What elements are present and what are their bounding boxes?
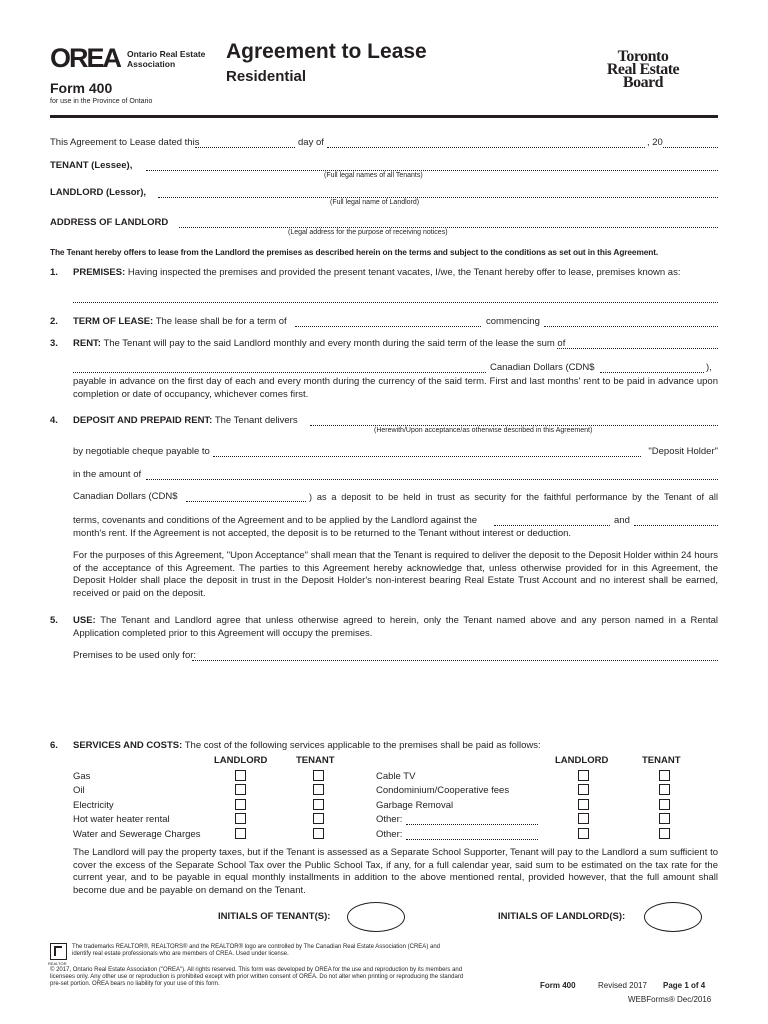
section-5-number: 5. xyxy=(50,615,58,626)
service-other-1: Other: xyxy=(376,814,403,825)
service-garbage: Garbage Removal xyxy=(376,800,454,811)
header-rule xyxy=(50,115,718,118)
section-3-heading: RENT: xyxy=(73,338,101,349)
form-use-caption: for use in the Province of Ontario xyxy=(50,98,153,105)
orea-logo-text: OREA xyxy=(50,43,121,73)
section-5-heading: USE: xyxy=(73,615,96,626)
section-1-number: 1. xyxy=(50,267,58,278)
rent-words-field-2[interactable] xyxy=(73,362,486,373)
section-3-paragraph: payable in advance on the first day of each and every month during the currency of the said term. First and last months' rent to be paid in advance upon completion or date of occupancy, whichever comes first. xyxy=(73,376,718,400)
dated-year-field[interactable] xyxy=(663,137,718,148)
section-6-body: The cost of the following services applicable to the premises shall be paid as follows: xyxy=(184,740,541,751)
condo-tenant-checkbox[interactable] xyxy=(659,784,670,795)
landlord-address-field[interactable] xyxy=(179,217,718,228)
form-number: Form 400 xyxy=(50,80,113,96)
toronto-real-estate-board-logo xyxy=(568,50,718,89)
amount-label: in the amount of xyxy=(73,469,142,480)
deposit-amount-words-field[interactable] xyxy=(146,469,718,480)
commencing-date-field[interactable] xyxy=(544,316,718,327)
association-line-1: Ontario Real Estate xyxy=(127,49,206,59)
form-subtitle: Residential xyxy=(226,68,307,85)
landlord-name-field[interactable] xyxy=(158,187,718,198)
garbage-tenant-checkbox[interactable] xyxy=(659,799,670,810)
electricity-landlord-checkbox[interactable] xyxy=(235,799,246,810)
gas-landlord-checkbox[interactable] xyxy=(235,770,246,781)
association-name xyxy=(127,49,205,69)
service-other-2: Other: xyxy=(376,829,403,840)
garbage-landlord-checkbox[interactable] xyxy=(578,799,589,810)
hot-water-tenant-checkbox[interactable] xyxy=(313,813,324,824)
deposit-holder-label: "Deposit Holder" xyxy=(648,446,718,457)
deposit-caption: (Herewith/Upon acceptance/as otherwise described in this Agreement) xyxy=(374,427,593,434)
copyright-notice: © 2017, Ontario Real Estate Association ("OREA"). All rights reserved. This form was developed by OREA for the use and reproduction by its members and licensees only. Any other use or reproduction is prohibited except with prior written consent of OREA. Do not alter when printing or reproducing the standard pre-set portion. OREA bears no liability for your use of this form. xyxy=(50,967,464,987)
section-3-text xyxy=(73,338,565,351)
service-cable-tv: Cable TV xyxy=(376,771,416,782)
form-title: Agreement to Lease xyxy=(226,40,427,63)
board-line-2: Real Estate xyxy=(606,61,680,78)
premises-address-field[interactable] xyxy=(73,292,718,303)
section-6-paragraph: The Landlord will pay the property taxes, but if the Tenant is assessed as a Separate School Supporter, Tenant will pay to the Landlord a sum sufficient to cover the excess of the Separate School Tax over the Public School Tax, if any, for a full calendar year, said sum to be estimated on the tax rate for the current year, and to be payable in equal monthly installments in addition to the above mentioned rental, provided however, that the full amount shall become due and be payable on demand on the Tenant. xyxy=(73,847,718,896)
section-4-heading: DEPOSIT AND PREPAID RENT: xyxy=(73,415,213,426)
service-hot-water: Hot water heater rental xyxy=(73,814,170,825)
section-2-text xyxy=(73,316,287,329)
landlord-initials-oval[interactable] xyxy=(644,902,702,932)
term-length-field[interactable] xyxy=(295,316,481,327)
deposit-amount-field[interactable] xyxy=(186,491,306,502)
terms-label: terms, covenants and conditions of the Agreement and to be applied by the Landlord against the xyxy=(73,515,478,526)
address-label: ADDRESS OF LANDLORD xyxy=(50,217,169,228)
other-1-landlord-checkbox[interactable] xyxy=(578,813,589,824)
footer-form-number: Form 400 xyxy=(540,981,576,990)
dated-line xyxy=(50,137,718,151)
tenant-initials-oval[interactable] xyxy=(347,902,405,932)
tenant-initials-label: INITIALS OF TENANT(S): xyxy=(218,911,331,922)
service-condo-fees: Condominium/Cooperative fees xyxy=(376,785,510,796)
section-4-delivers: The Tenant delivers xyxy=(214,415,298,426)
landlord-caption: (Full legal name of Landlord) xyxy=(330,199,420,206)
applied-month-1-field[interactable] xyxy=(494,515,610,526)
section-4-number: 4. xyxy=(50,415,58,426)
cable-landlord-checkbox[interactable] xyxy=(578,770,589,781)
other-2-landlord-checkbox[interactable] xyxy=(578,828,589,839)
other-2-tenant-checkbox[interactable] xyxy=(659,828,670,839)
service-water-sewer: Water and Sewerage Charges xyxy=(73,829,201,840)
board-line-3: Board xyxy=(622,74,664,91)
footer-revised: Revised 2017 xyxy=(598,981,647,990)
section-2-number: 2. xyxy=(50,316,58,327)
association-line-2: Association xyxy=(127,59,176,69)
footer-webforms: WEBForms® Dec/2016 xyxy=(628,995,712,1004)
premises-use-field[interactable] xyxy=(192,650,718,661)
cable-tenant-checkbox[interactable] xyxy=(659,770,670,781)
rent-cdn-close: ), xyxy=(706,362,712,373)
realtor-logo xyxy=(50,943,67,960)
other-service-1-field[interactable] xyxy=(406,814,538,825)
deposit-cdn-label: Canadian Dollars (CDN$ xyxy=(73,491,178,502)
service-gas: Gas xyxy=(73,771,91,782)
year-prefix: , 20 xyxy=(647,137,663,148)
other-1-tenant-checkbox[interactable] xyxy=(659,813,670,824)
rent-cdn-label: Canadian Dollars (CDN$ xyxy=(490,362,595,373)
board-line-1: Toronto xyxy=(617,48,669,65)
water-sewer-tenant-checkbox[interactable] xyxy=(313,828,324,839)
rent-amount-field[interactable] xyxy=(600,362,704,373)
and-label: and xyxy=(614,515,630,526)
orea-logo xyxy=(50,44,120,72)
water-sewer-landlord-checkbox[interactable] xyxy=(235,828,246,839)
section-5-body: The Tenant and Landlord agree that unless otherwise agreed to herein, only the Tenant named above and any person named in a Rental Application completed prior to this Agreement will occupy the premises. xyxy=(73,615,719,639)
section-5-text xyxy=(73,615,718,640)
cheque-payable-label: by negotiable cheque payable to xyxy=(73,446,210,457)
right-tenant-header: TENANT xyxy=(642,755,681,766)
realtor-mark-text: REALTOR xyxy=(48,961,67,966)
other-service-2-field[interactable] xyxy=(406,829,538,840)
service-oil: Oil xyxy=(73,785,85,796)
deposit-payee-field[interactable] xyxy=(213,446,641,457)
section-4-text xyxy=(73,415,298,428)
section-6-text xyxy=(73,740,541,753)
tenant-caption: (Full legal names of all Tenants) xyxy=(324,172,423,179)
landlord-label: LANDLORD (Lessor), xyxy=(50,187,147,198)
oil-landlord-checkbox[interactable] xyxy=(235,784,246,795)
section-4-paragraph: For the purposes of this Agreement, "Upon Acceptance" shall mean that the Tenant is required to deliver the deposit to the Deposit Holder within 24 hours of the acceptance of this Agreement. The parties to this Agreement hereby acknowledge that, unless otherwise provided for in this Agreement, the Deposit Holder shall place the deposit in trust in the Deposit Holder's non-interest bearing Real Estate Trust Account and no interest shall be earned, received or paid on the deposit. xyxy=(73,550,718,599)
commencing-label: commencing xyxy=(486,316,540,327)
section-2-heading: TERM OF LEASE: xyxy=(73,316,154,327)
section-1-text xyxy=(73,267,718,280)
dated-day-field[interactable] xyxy=(195,137,295,148)
section-6-number: 6. xyxy=(50,740,58,751)
section-1-heading: PREMISES: xyxy=(73,267,126,278)
address-caption: (Legal address for the purpose of receiving notices) xyxy=(288,229,448,236)
tenant-names-field[interactable] xyxy=(146,160,718,171)
section-6-heading: SERVICES AND COSTS: xyxy=(73,740,183,751)
trademark-notice: The trademarks REALTOR®, REALTORS® and the REALTOR® logo are controlled by The Canadian Real Estate Association (CREA) and identify real estate professionals who are members of CREA. Used under license. xyxy=(72,944,440,957)
section-3-number: 3. xyxy=(50,338,58,349)
condo-landlord-checkbox[interactable] xyxy=(578,784,589,795)
gas-tenant-checkbox[interactable] xyxy=(313,770,324,781)
oil-tenant-checkbox[interactable] xyxy=(313,784,324,795)
used-for-label: Premises to be used only for: xyxy=(73,650,197,661)
left-landlord-header: LANDLORD xyxy=(214,755,268,766)
section-2-body: The lease shall be for a term of xyxy=(155,316,287,327)
dated-month-field[interactable] xyxy=(327,137,645,148)
landlord-initials-label: INITIALS OF LANDLORD(S): xyxy=(498,911,626,922)
service-electricity: Electricity xyxy=(73,800,114,811)
right-landlord-header: LANDLORD xyxy=(555,755,609,766)
section-1-body: Having inspected the premises and provided the present tenant vacates, I/we, the Tenant hereby offer to lease, premises known as: xyxy=(127,267,681,278)
applied-month-2-field[interactable] xyxy=(634,515,718,526)
day-of-label: day of xyxy=(298,137,324,148)
left-tenant-header: TENANT xyxy=(296,755,335,766)
electricity-tenant-checkbox[interactable] xyxy=(313,799,324,810)
hot-water-landlord-checkbox[interactable] xyxy=(235,813,246,824)
deposit-delivery-field[interactable] xyxy=(310,415,718,426)
rent-words-field-1[interactable] xyxy=(557,338,718,349)
tenant-label: TENANT (Lessee), xyxy=(50,160,133,171)
month-rent-text: month's rent. If the Agreement is not accepted, the deposit is to be returned to the Tenant without interest or deduction. xyxy=(73,528,572,539)
footer-page-number: Page 1 of 4 xyxy=(663,981,706,990)
offer-statement: The Tenant hereby offers to lease from the Landlord the premises as described herein on the terms and subject to the conditions as set out in this Agreement. xyxy=(50,247,659,257)
section-3-body: The Tenant will pay to the said Landlord monthly and every month during the said term of the lease the sum of xyxy=(103,338,566,349)
deposit-cdn-tail: ) as a deposit to be held in trust as security for the faithful performance by the Tenant of all xyxy=(309,492,718,502)
dated-prefix: This Agreement to Lease dated this xyxy=(50,137,200,148)
